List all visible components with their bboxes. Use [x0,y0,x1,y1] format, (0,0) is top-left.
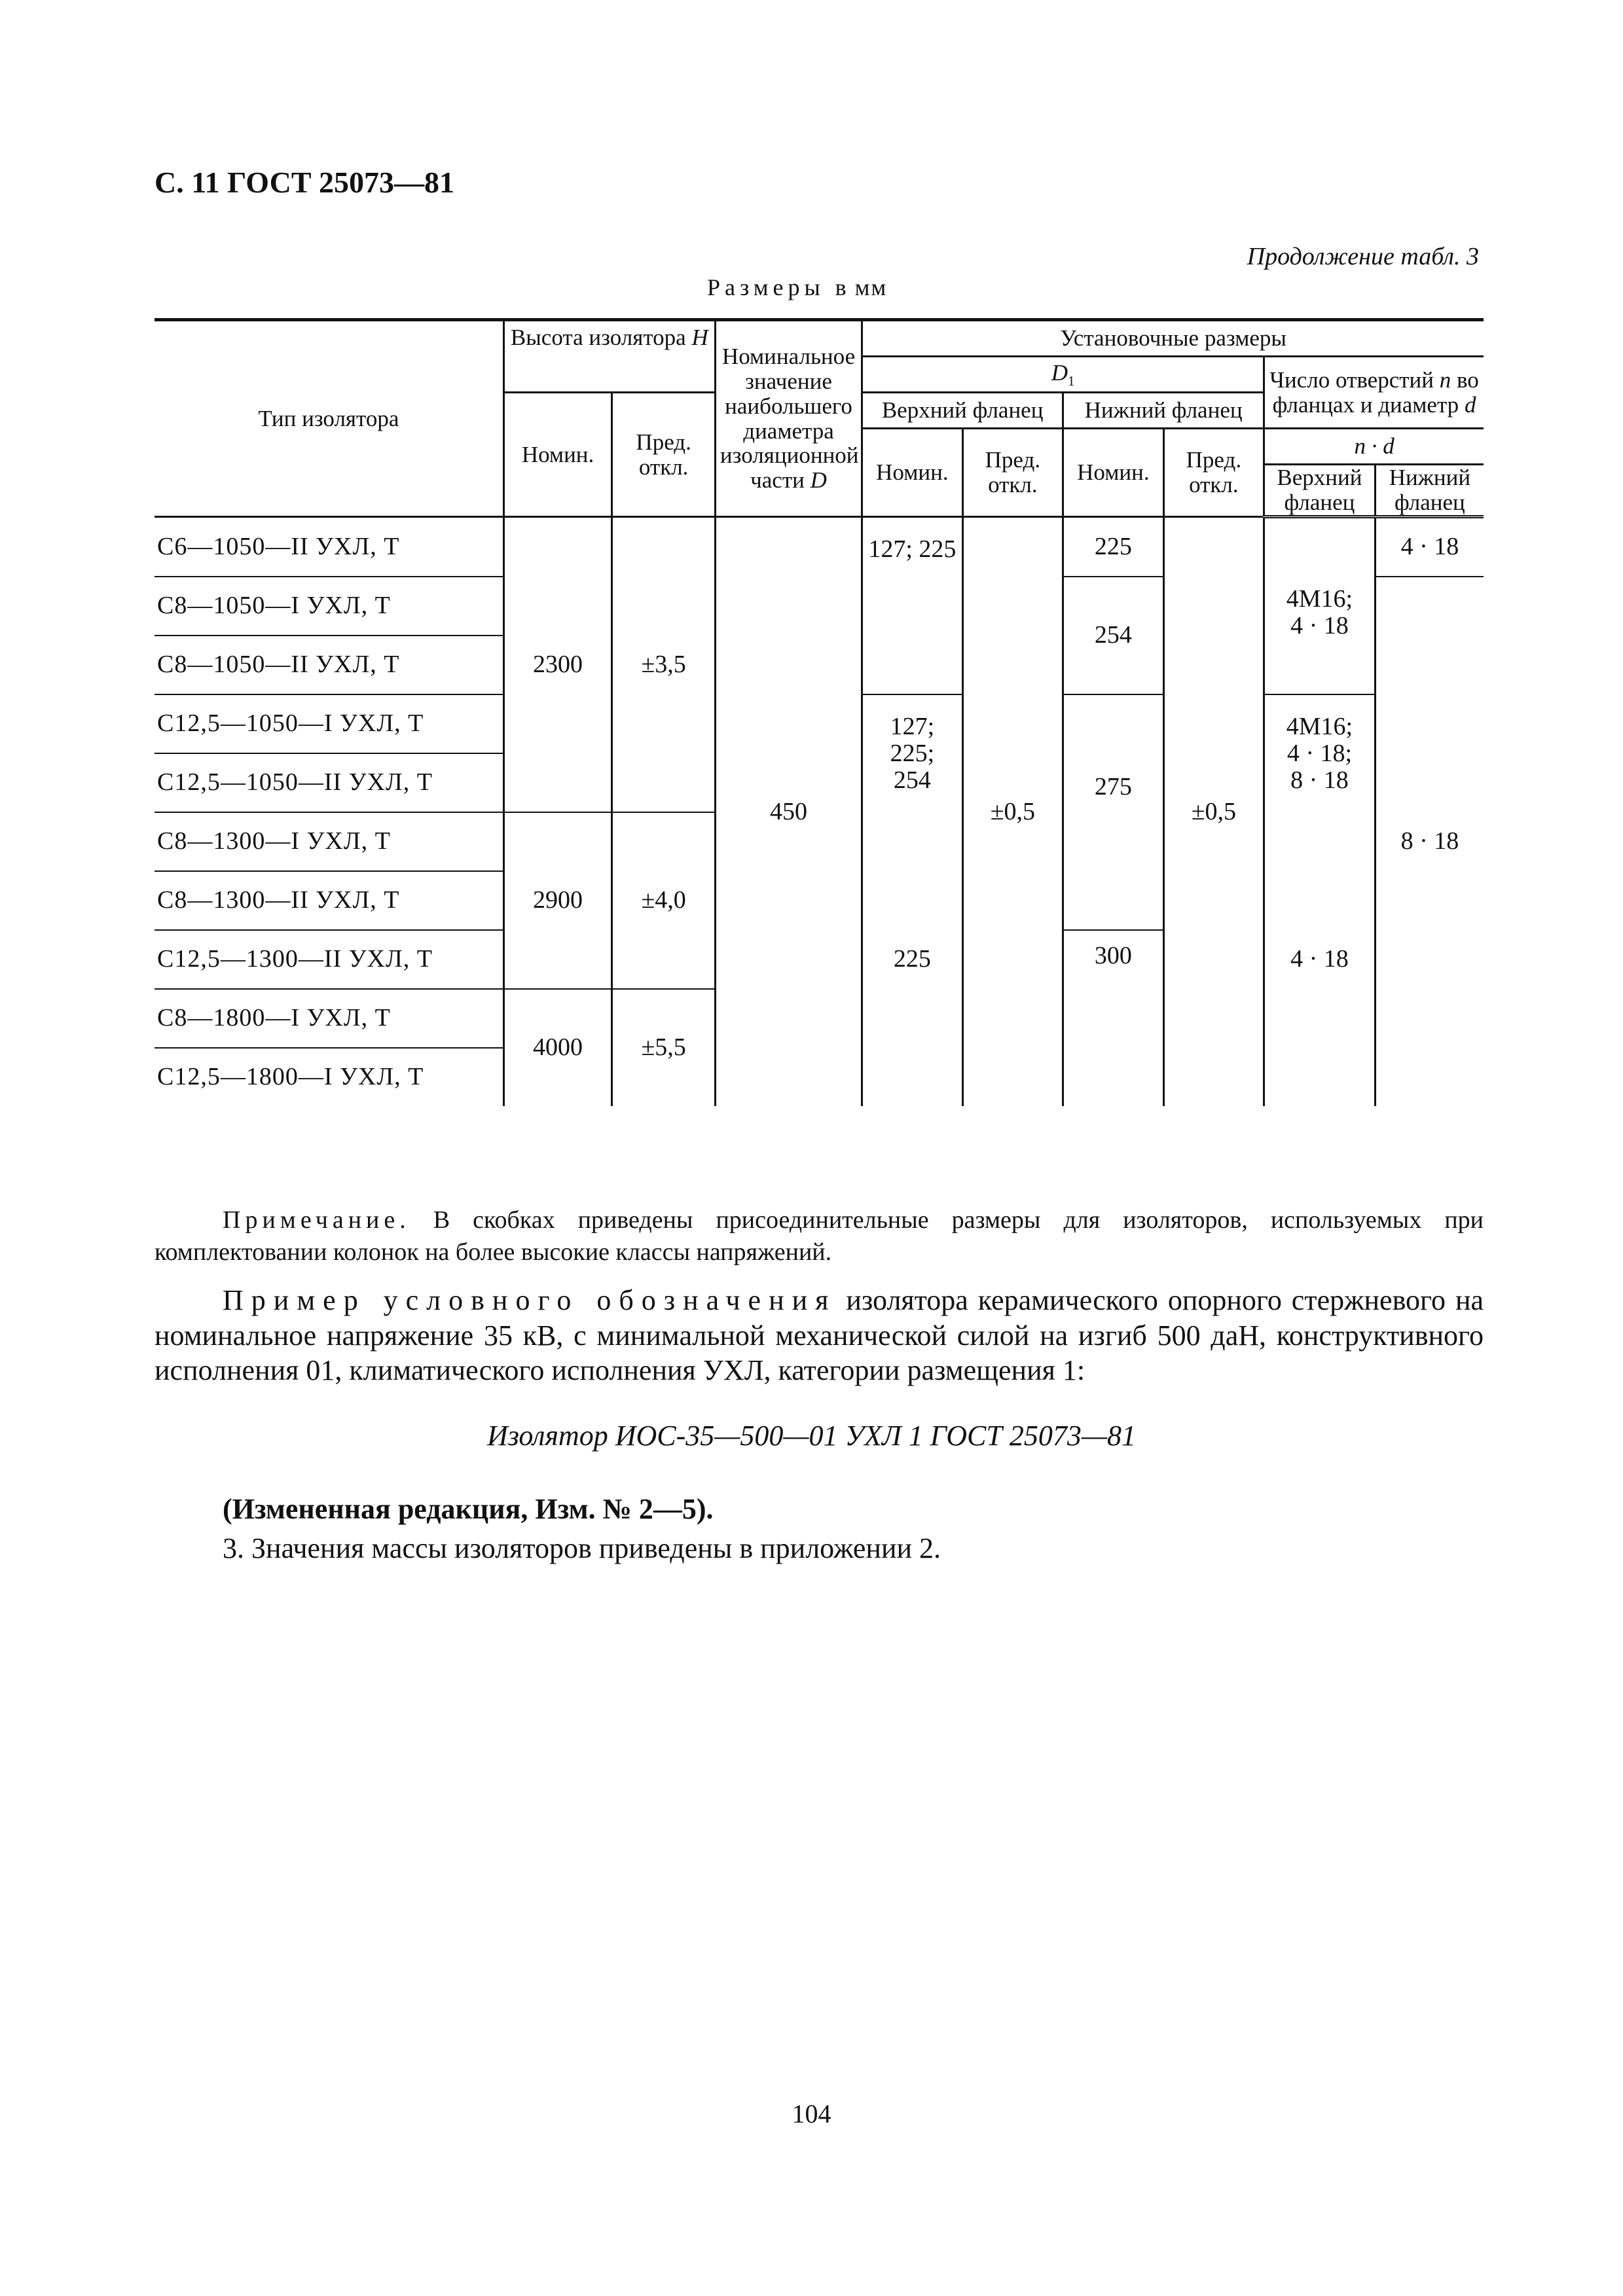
example-text: изолятора керамического опорного стержневого на номинальное напряжение 35 кВ, с минимальной механической силой на изгиб 500 даН, конструктивного исполнения 01, климатического исполнения УХЛ, категории размещения 1: [155,1284,1484,1387]
col-header-nd: n · d [1264,429,1484,465]
col-header-holes: Число отверстий n во фланцах и диаметр d [1264,357,1484,429]
col-header-d1: $D_1$ [862,357,1264,393]
table-note [155,1204,1484,1269]
table-row-type: С8—1050—I УХЛ, Т [155,577,503,636]
nd-upper-b: 4M16; 4 · 18; 8 · 18 [1264,694,1376,812]
col-header-lower-dev: Пред. откл. [1163,429,1264,517]
nominal-diameter-value: 450 [715,517,862,1107]
nd-lower-a: 4 · 18 [1375,517,1484,577]
col-header-lower-nom: Номин. [1063,429,1164,517]
col-header-height: Высота изолятора H [503,320,715,393]
table-row-type: С6—1050—II УХЛ, Т [155,517,503,577]
upper-nom-c: 225 [862,812,963,1106]
table-row-type: С12,5—1800—I УХЛ, Т [157,1063,424,1091]
col-header-upper-dev: Пред. откл. [962,429,1063,517]
upper-dev-value: ±0,5 [962,517,1063,1107]
lower-nom-254: 254 [1063,577,1164,694]
page-number: 104 [792,2099,831,2128]
col-header-nd-upper: Верхний фланец [1264,465,1376,517]
col-header-lower-flange: Нижний фланец [1063,393,1264,429]
table-row-type: С8—1050—II УХЛ, Т [155,636,503,694]
table-row-type: С8—1300—II УХЛ, Т [155,871,503,930]
lower-nom-300: 300 [1063,930,1164,1106]
units-caption [707,274,887,301]
note-label: Примечание. [223,1206,410,1234]
table-row-type: С12,5—1050—II УХЛ, Т [155,753,503,812]
designation-example [155,1283,1484,1388]
upper-nom-a: 127; 225 [862,517,963,695]
upper-nom-b: 127; 225; 254 [862,694,963,812]
col-header-nominal-diameter: Номинальное значение наибольшего диаметра изоляционной части D [715,320,862,517]
height-dev-4000: ±5,5 [612,989,716,1106]
nd-upper-c: 4 · 18 [1264,812,1376,1106]
table-continuation-label: Продолжение табл. 3 [1247,243,1479,270]
lower-nom-275: 275 [1063,694,1164,930]
table-row-type: С8—1800—I УХЛ, Т [155,989,503,1048]
designation-formula: Изолятор ИОС-35—500—01 УХЛ 1 ГОСТ 25073—81 [487,1420,1136,1452]
col-header-nd-lower: Нижний фланец [1375,465,1484,517]
col-header-install: Установочные размеры [862,320,1484,357]
height-nom-2300: 2300 [503,517,612,813]
note-text: В скобках приведены присоединительные размеры для изоляторов, используемых при комплектовании колонок на более высокие классы напряжений. [155,1206,1484,1266]
lower-nom-225: 225 [1063,517,1164,577]
col-header-height-nom: Номин. [503,393,612,517]
table-row-type: С12,5—1050—I УХЛ, Т [155,694,503,753]
dimensions-table [155,318,1484,1106]
height-dev-2300: ±3,5 [612,517,716,813]
example-label: Пример условного обозначения [223,1284,837,1316]
table-row-type: С8—1300—I УХЛ, Т [155,812,503,871]
nd-upper-a: 4M16; 4 · 18 [1264,517,1376,695]
clause-3-text: 3. Значения массы изоляторов приведены в приложении 2. [223,1532,941,1564]
amended-edition-note: (Измененная редакция, Изм. № 2—5). [223,1493,714,1525]
page-header: С. 11 ГОСТ 25073—81 [155,166,455,199]
units-prefix: Размеры [707,274,825,300]
col-header-type: Тип изолятора [155,320,503,517]
col-header-upper-flange: Верхний фланец [862,393,1063,429]
height-nom-2900: 2900 [503,812,612,989]
height-dev-2900: ±4,0 [612,812,716,989]
lower-dev-value: ±0,5 [1163,517,1264,1107]
units-suffix: в мм [835,274,888,300]
col-header-height-dev: Пред. откл. [612,393,716,517]
table-row-type: С12,5—1300—II УХЛ, Т [155,930,503,989]
nd-lower-b: 8 · 18 [1375,577,1484,1106]
height-nom-4000: 4000 [503,989,612,1106]
col-header-upper-nom: Номин. [862,429,963,517]
